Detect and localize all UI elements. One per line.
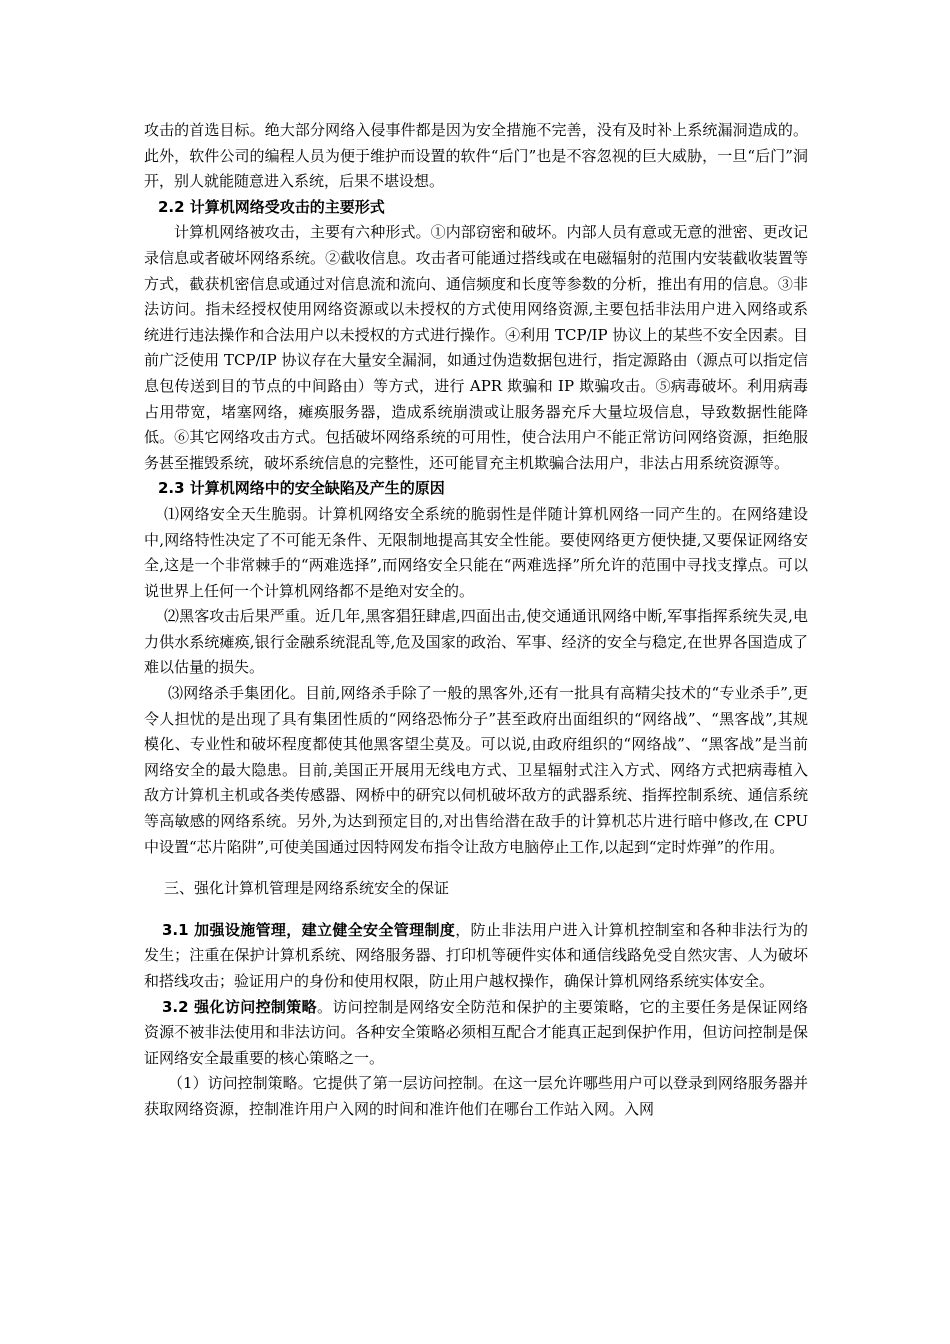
paragraph-intro: 攻击的首选目标。绝大部分网络入侵事件都是因为安全措施不完善，没有及时补上系统漏洞造成的。此外，软件公司的编程人员为便于维护而设置的软件“后门”也是不容忽视的巨大威胁，一旦“后门”洞开，别人就能随意进入系统，后果不堪设想。 — [144, 121, 808, 191]
paragraph-fragile: ⑴网络安全天生脆弱。计算机网络安全系统的脆弱性是伴随计算机网络一同产生的。在网络建设中,网络特性决定了不可能无条件、无限制地提高其安全性能。要使网络更方便快捷,又要保证网络安全,这是一个非常棘手的“两难选择”,而网络安全只能在“两难选择”所允许的范围中寻找支撑点。可以说世界上任何一个计算机网络都不是绝对安全的。 — [144, 504, 808, 600]
paragraph-3-2-body: 。访问控制是网络安全防范和保护的主要策略，它的主要任务是保证网络资源不被非法使用和非法访问。各种安全策略必须相互配合才能真正起到保护作用，但访问控制是保证网络安全最重要的核心策略之一。 — [144, 997, 808, 1067]
paragraph-attack-forms: 计算机网络被攻击，主要有六种形式。①内部窃密和破坏。内部人员有意或无意的泄密、更改记录信息或者破坏网络系统。②截收信息。攻击者可能通过搭线或在电磁辐射的范围内安装截收装置等方式，截获机密信息或通过对信息流和流向、通信频度和长度等参数的分析，推出有用的信息。③非法访问。指未经授权使用网络资源或以未授权的方式使用网络资源,主要包括非法用户进入网络或系统进行违法操作和合法用户以未授权的方式进行操作。④利用 TCP/IP 协议上的某些不安全因素。目前广泛使用 TCP/IP 协议存在大量安全漏洞，如通过伪造数据包进行，指定源路由（源点可以指定信息包传送到目的节点的中间路由）等方式，进行 APR 欺骗和 IP 欺骗攻击。⑤病毒破坏。利用病毒占用带宽，堵塞网络，瘫痪服务器，造成系统崩溃或让服务器充斥大量垃圾信息，导致数据性能降低。⑥其它网络攻击方式。包括破坏网络系统的可用性，使合法用户不能正常访问网络资源，拒绝服务甚至摧毁系统，破坏系统信息的完整性，还可能冒充主机欺骗合法用户，非法占用系统资源等。 — [144, 223, 808, 472]
heading-2-3: 2.3 计算机网络中的安全缺陷及产生的原因 — [158, 479, 445, 498]
paragraph-3-1-lead: 3.1 加强设施管理，建立健全安全管理制度 — [162, 920, 456, 939]
paragraph-3-1 — [144, 918, 808, 995]
heading-2-2: 2.2 计算机网络受攻击的主要形式 — [158, 197, 385, 216]
heading-section-3: 三、强化计算机管理是网络系统安全的保证 — [164, 879, 450, 898]
paragraph-3-2 — [144, 995, 808, 1072]
document-page — [144, 118, 808, 1123]
paragraph-killer-group: ⑶网络杀手集团化。目前,网络杀手除了一般的黑客外,还有一批具有高精尖技术的“专业杀手”,更令人担忧的是出现了具有集团性质的“网络恐怖分子”甚至政府出面组织的“网络战”、“黑客战”,其规模化、专业性和破坏程度都使其他黑客望尘莫及。可以说,由政府组织的“网络战”、“黑客战”是当前网络安全的最大隐患。目前,美国正开展用无线电方式、卫星辐射式注入方式、网络方式把病毒植入敌方计算机主机或各类传感器、网桥中的研究以伺机破坏敌方的武器系统、指挥控制系统、通信系统等高敏感的网络系统。另外,为达到预定目的,对出售给潜在敌手的计算机芯片进行暗中修改,在 CPU 中设置“芯片陷阱”,可使美国通过因特网发布指令让敌方电脑停止工作,以起到“定时炸弹”的作用。 — [144, 684, 808, 856]
paragraph-3-1-body: ，防止非法用户进入计算机控制室和各种非法行为的发生；注重在保护计算机系统、网络服务器、打印机等硬件实体和通信线路免受自然灾害、人为破坏和搭线攻击；验证用户的身份和使用权限，防止用户越权操作，确保计算机网络系统实体安全。 — [144, 920, 808, 990]
paragraph-hacker: ⑵黑客攻击后果严重。近几年,黑客猖狂肆虐,四面出击,使交通通讯网络中断,军事指挥系统失灵,电力供水系统瘫痪,银行金融系统混乱等,危及国家的政治、军事、经济的安全与稳定,在世界各国造成了难以估量的损失。 — [144, 607, 808, 677]
paragraph-3-2-lead: 3.2 强化访问控制策略 — [162, 997, 317, 1016]
paragraph-access-policy: （1）访问控制策略。它提供了第一层访问控制。在这一层允许哪些用户可以登录到网络服务器并获取网络资源，控制准许用户入网的时间和准许他们在哪台工作站入网。入网 — [144, 1074, 808, 1118]
